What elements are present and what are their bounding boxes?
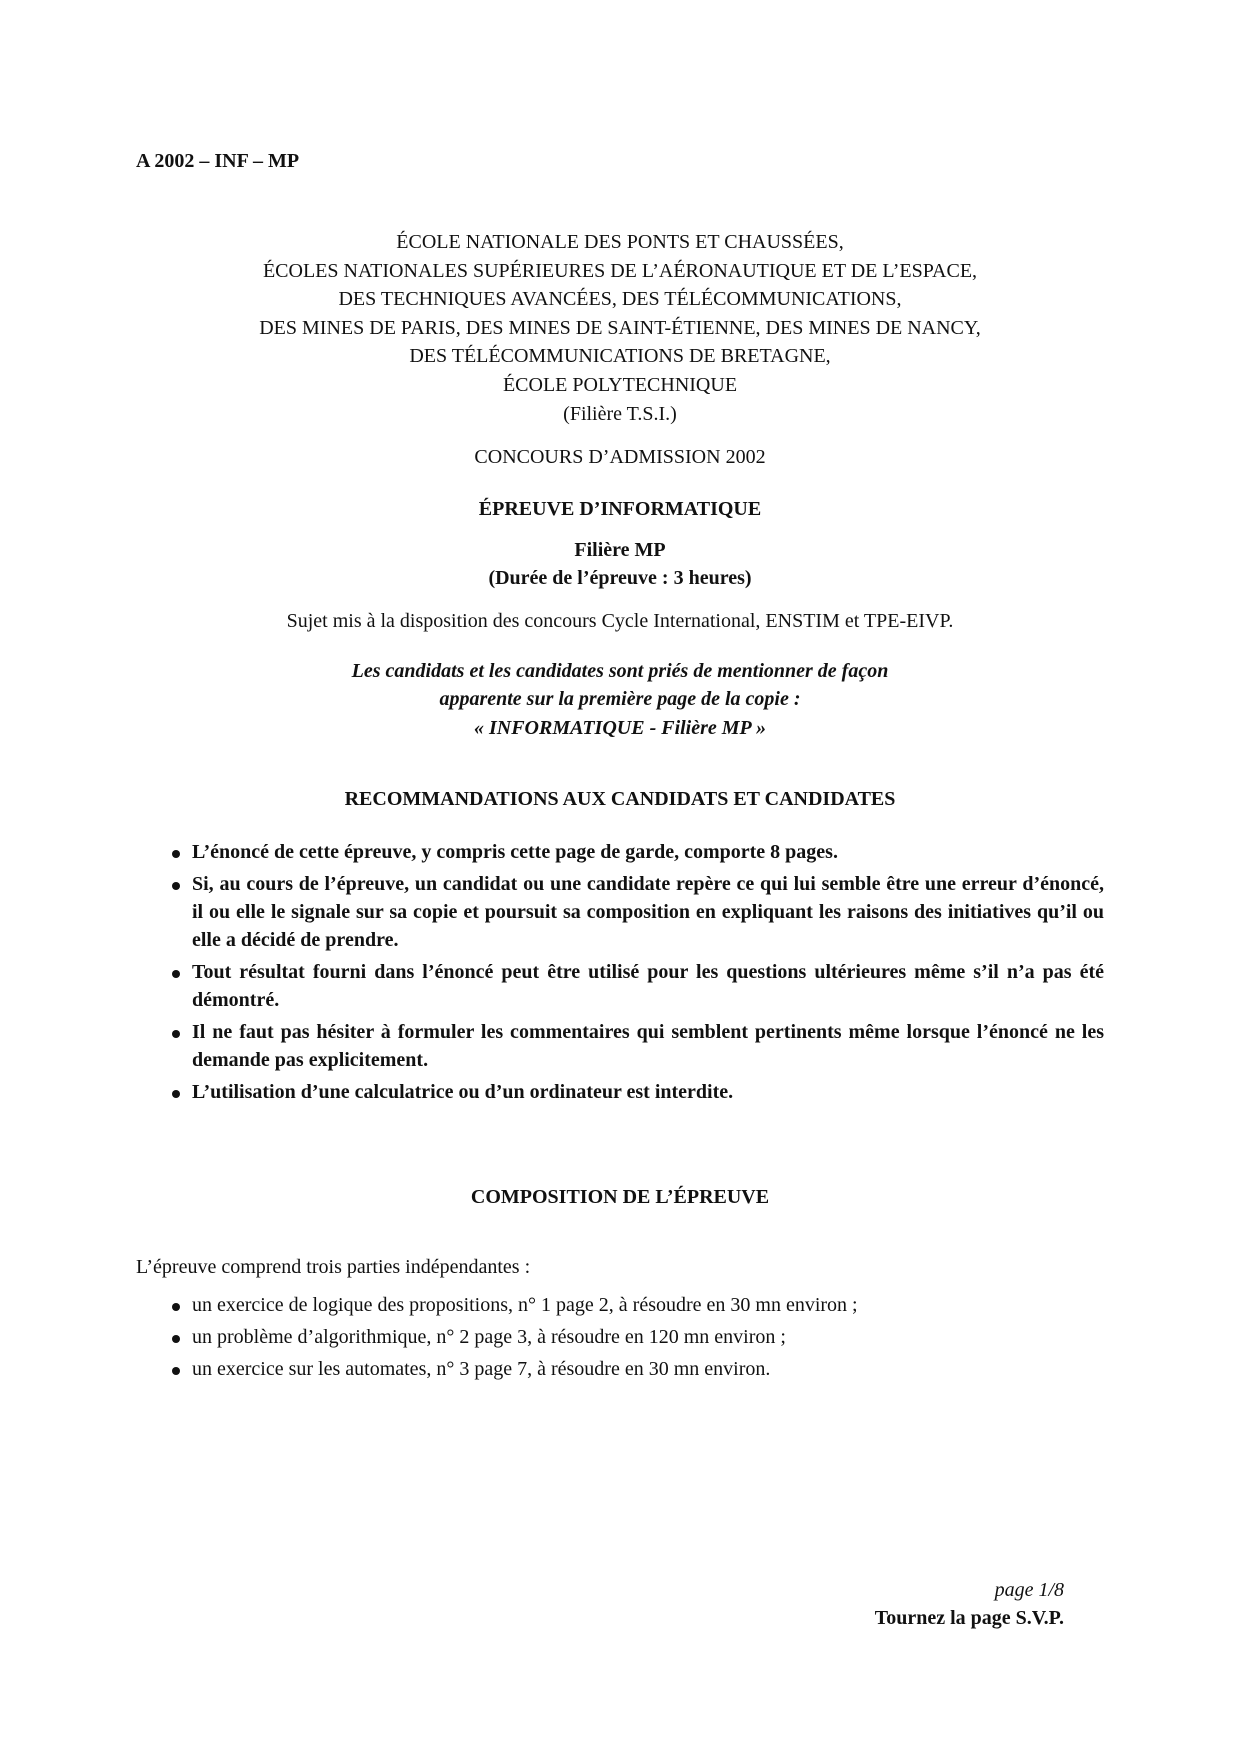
filiere-tsi: (Filière T.S.I.) <box>563 402 677 425</box>
turn-page-note: Tournez la page S.V.P. <box>874 1607 1064 1629</box>
schools-list <box>120 228 1120 428</box>
school-line: ÉCOLE POLYTECHNIQUE <box>502 373 738 396</box>
mention-line: apparente sur la première page de la copie : <box>439 688 801 710</box>
concours-title: CONCOURS D’ADMISSION 2002 <box>474 446 766 468</box>
school-line: DES MINES DE PARIS, DES MINES DE SAINT-ÉTIENNE, DES MINES DE NANCY, <box>259 316 981 339</box>
list-item: L’utilisation d’une calculatrice ou d’un ordinateur est interdite. <box>168 1078 1104 1106</box>
composition-title: COMPOSITION DE L’ÉPREUVE <box>470 1186 770 1208</box>
list-item: un problème d’algorithmique, n° 2 page 3, à résoudre en 120 mn environ ; <box>168 1323 1104 1351</box>
recommandations-list <box>168 838 1104 1110</box>
list-item: Tout résultat fourni dans l’énoncé peut être utilisé pour les questions ultérieures même s’il n’a pas été démontré. <box>168 958 1104 1014</box>
bullet-icon <box>172 1030 180 1038</box>
composition-parts-list <box>168 1291 1104 1387</box>
exam-code: A 2002 – INF – MP <box>136 150 300 172</box>
filiere-name: Filière MP <box>574 539 666 561</box>
filiere-block <box>120 536 1120 592</box>
school-line: DES TÉLÉCOMMUNICATIONS DE BRETAGNE, <box>409 345 831 368</box>
list-item: Il ne faut pas hésiter à formuler les commentaires qui semblent pertinents même lorsque l’énoncé ne les demande pas explicitement. <box>168 1018 1104 1074</box>
school-line: ÉCOLE NATIONALE DES PONTS ET CHAUSSÉES, <box>396 231 844 253</box>
list-item: Si, au cours de l’épreuve, un candidat ou une candidate repère ce qui lui semble être une erreur d’énoncé, il ou elle le signale sur sa copie et poursuit sa composition en expliquant les raisons des initiatives qu’il ou elle a décidé de prendre. <box>168 870 1104 954</box>
bullet-icon <box>172 1303 180 1311</box>
school-line: ÉCOLES NATIONALES SUPÉRIEURES DE L’AÉRONAUTIQUE ET DE L’ESPACE, <box>262 259 978 282</box>
bullet-icon <box>172 1335 180 1343</box>
epreuve-title: ÉPREUVE D’INFORMATIQUE <box>478 498 762 520</box>
duree: (Durée de l’épreuve : 3 heures) <box>488 567 752 589</box>
recommandations-title: RECOMMANDATIONS AUX CANDIDATS ET CANDIDATES <box>344 788 896 810</box>
bullet-icon <box>172 850 180 858</box>
page-number: page 1/8 <box>994 1579 1064 1601</box>
composition-intro: L’épreuve comprend trois parties indépendantes : <box>136 1256 531 1278</box>
list-item: un exercice de logique des propositions, n° 1 page 2, à résoudre en 30 mn environ ; <box>168 1291 1104 1319</box>
bullet-icon <box>172 882 180 890</box>
sujet-note: Sujet mis à la disposition des concours Cycle International, ENSTIM et TPE-EIVP. <box>286 610 954 632</box>
bullet-icon <box>172 1367 180 1375</box>
bullet-icon <box>172 1090 180 1098</box>
bullet-icon <box>172 970 180 978</box>
mention-quote: « INFORMATIQUE - Filière MP » <box>473 717 767 739</box>
mention-line: Les candidats et les candidates sont priés de mentionner de façon <box>351 660 889 682</box>
page-footer <box>875 1576 1064 1632</box>
list-item: L’énoncé de cette épreuve, y compris cette page de garde, comporte 8 pages. <box>168 838 1104 866</box>
list-item: un exercice sur les automates, n° 3 page 7, à résoudre en 30 mn environ. <box>168 1355 1104 1383</box>
school-line: DES TECHNIQUES AVANCÉES, DES TÉLÉCOMMUNICATIONS, <box>338 288 902 311</box>
mention-instruction <box>120 657 1120 713</box>
